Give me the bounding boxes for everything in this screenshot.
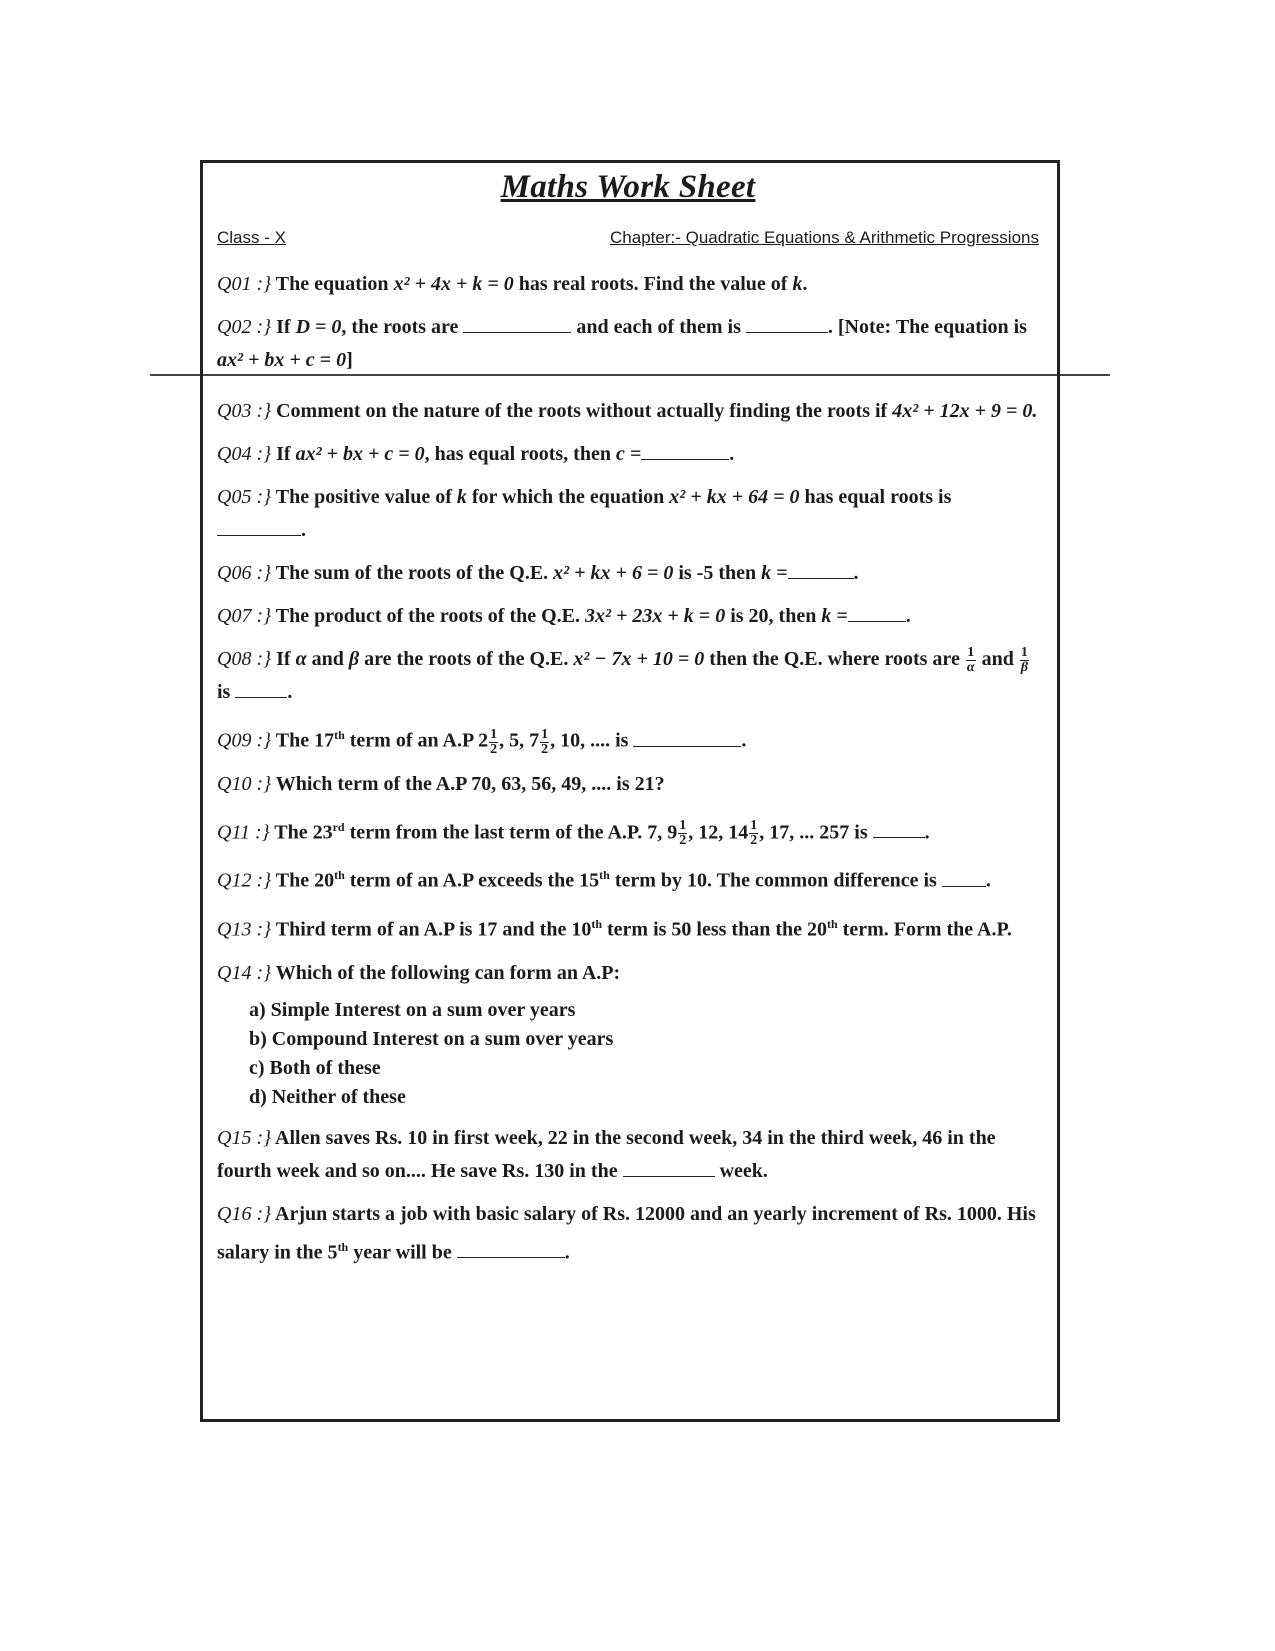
- class-label: Class - X: [217, 228, 286, 247]
- question-q11: Q11 :} The 23rd term from the last term of the A.P. 7, 9 $\frac{1}{2}$ , 12, 14 $\frac{1}{2}$ , 17, ... 257 is .: [217, 818, 930, 849]
- question-q05: Q05 :} The positive value of k for which the equation x² + kx + 64 = 0 has equal roots is .: [217, 486, 952, 541]
- fraction-half: $\frac{1}{2}$: [490, 726, 498, 757]
- worksheet-frame: [200, 160, 1060, 1422]
- option-d: d) Neither of these: [249, 1085, 406, 1108]
- question-q10: Q10 :} Which term of the A.P 70, 63, 56, 49, .... is 21?: [217, 772, 665, 795]
- q14-options: [249, 996, 1039, 1112]
- question-q04: Q04 :} If ax² + bx + c = 0, has equal roots, then c = .: [217, 443, 735, 465]
- question-q08: Q08 :} If α and β are the roots of the Q.E. x² − 7x + 10 = 0 then the Q.E. where roots are $\frac{1}{\alpha}$ and $\frac{1}{\beta}$ is .: [217, 644, 1028, 703]
- fraction-one-over-beta: $\frac{1}{\beta}$: [1020, 644, 1028, 675]
- fraction-half: $\frac{1}{2}$: [541, 726, 549, 757]
- fraction-one-over-alpha: $\frac{1}{\alpha}$: [966, 644, 975, 675]
- page-title: Maths Work Sheet: [500, 169, 756, 205]
- question-q07: Q07 :} The product of the roots of the Q.E. 3x² + 23x + k = 0 is 20, then k = .: [217, 605, 911, 627]
- question-q09: Q09 :} The 17th term of an A.P 2 $\frac{1}{2}$ , 5, 7 $\frac{1}{2}$ , 10, .... is .: [217, 726, 747, 757]
- chapter-label: Chapter:- Quadratic Equations & Arithmetic Progressions: [610, 228, 1039, 247]
- question-q03: Q03 :} Comment on the nature of the roots without actually finding the roots if 4x² + 12x + 9 = 0.: [217, 400, 1038, 422]
- option-c: c) Both of these: [249, 1056, 381, 1079]
- option-a: a) Simple Interest on a sum over years: [249, 998, 576, 1021]
- fraction-half: $\frac{1}{2}$: [750, 818, 758, 849]
- question-q15: Q15 :} Allen saves Rs. 10 in first week, 22 in the second week, 34 in the third week, 46 in the fourth week and so on.... He save Rs. 130 in the week.: [217, 1126, 996, 1182]
- meta-row: [217, 228, 1039, 248]
- question-q14: Q14 :} Which of the following can form an A.P:: [217, 961, 621, 984]
- question-q02: Q02 :} If D = 0, the roots are and each of them is . [Note: The equation is ax² + bx + c = 0]: [217, 316, 1027, 371]
- question-q06: Q06 :} The sum of the roots of the Q.E. x² + kx + 6 = 0 is -5 then k = .: [217, 562, 859, 584]
- question-q12: Q12 :} The 20th term of an A.P exceeds the 15th term by 10. The common difference is .: [217, 868, 991, 892]
- option-b: b) Compound Interest on a sum over years: [249, 1027, 614, 1050]
- question-q16: Q16 :} Arjun starts a job with basic salary of Rs. 12000 and an yearly increment of Rs. 1000. His salary in the 5th year will be .: [217, 1202, 1036, 1264]
- question-q01: Q01 :} The equation x² + 4x + k = 0 has real roots. Find the value of k.: [217, 273, 808, 295]
- fraction-half: $\frac{1}{2}$: [679, 818, 687, 849]
- question-q13: Q13 :} Third term of an A.P is 17 and the 10th term is 50 less than the 20th term. Form the A.P.: [217, 916, 1012, 941]
